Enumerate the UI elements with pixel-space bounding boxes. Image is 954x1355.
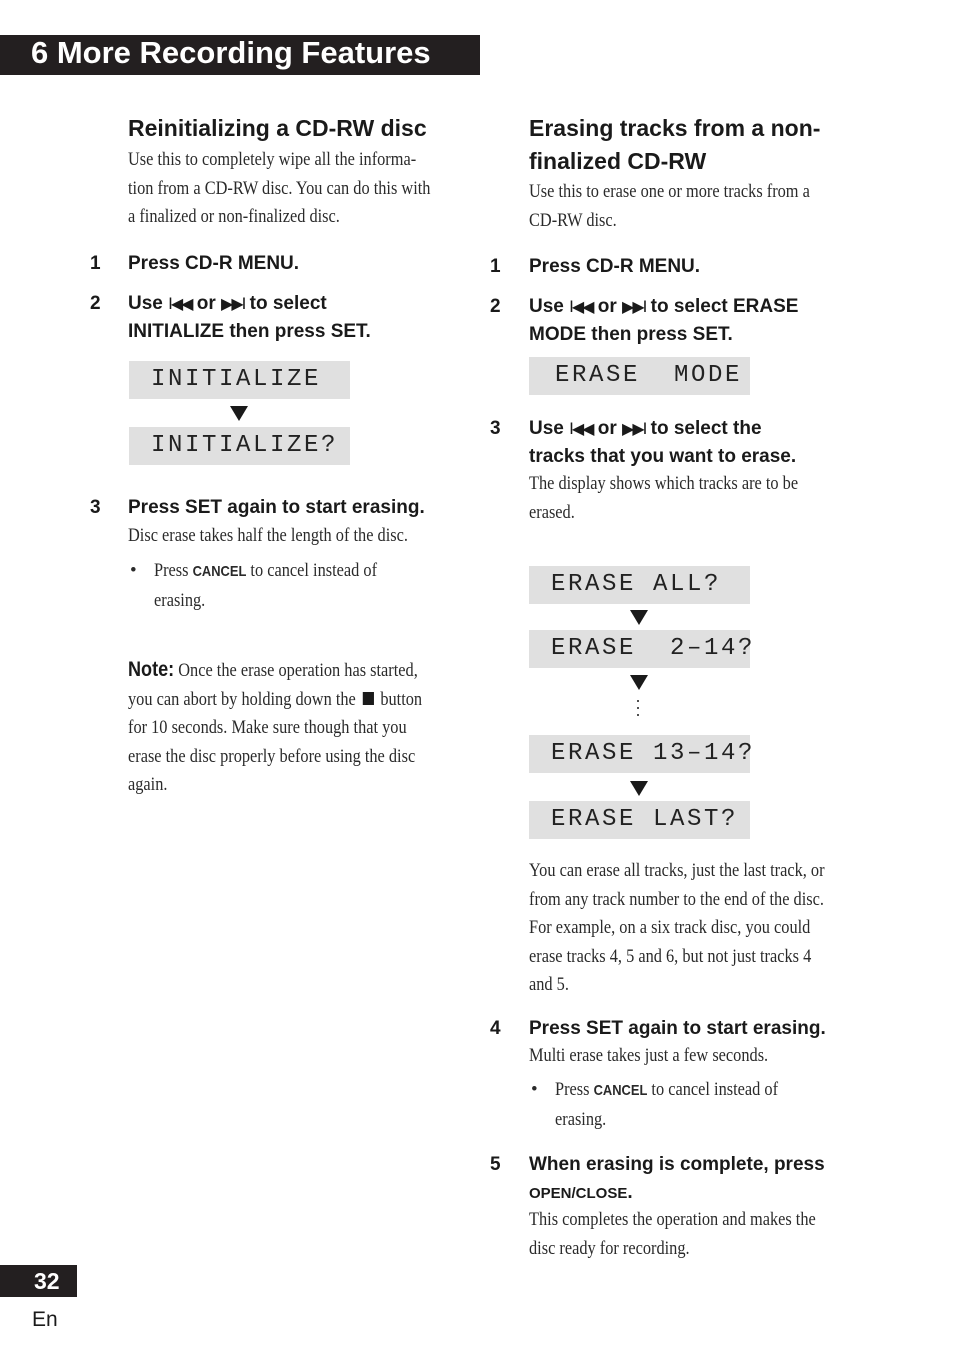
down-arrow-icon <box>630 781 648 796</box>
lcd-display <box>529 357 750 395</box>
lcd-display <box>129 427 350 465</box>
step-line: When erasing is complete, press <box>529 1154 825 1175</box>
erase-explanation <box>529 857 825 1000</box>
bullet-word: Press <box>154 560 189 581</box>
step-text <box>529 415 796 471</box>
step-number: 1 <box>490 256 501 277</box>
step-line: INITIALIZE then press SET. <box>128 321 371 342</box>
lcd-text: ERASE ALL? <box>551 571 722 598</box>
open-close-key-label: OPEN/CLOSE <box>529 1185 628 1202</box>
cancel-key-label: CANCEL <box>593 1082 648 1099</box>
note-label: Note: <box>128 658 175 681</box>
down-arrow-icon <box>230 406 248 421</box>
intro-line: a finalized or non-finalized disc. <box>128 206 340 227</box>
previous-track-icon: I◀◀ <box>168 294 192 313</box>
step-number: 3 <box>90 497 101 518</box>
note-line: again. <box>128 774 168 795</box>
bullet-line: erasing. <box>555 1108 607 1130</box>
lcd-display <box>529 801 750 839</box>
step-line: tracks that you want to erase. <box>529 446 797 467</box>
step-number: 4 <box>490 1018 501 1039</box>
step-description <box>529 1206 816 1263</box>
note-line: for 10 seconds. Make sure though that you <box>128 717 407 738</box>
next-track-icon: ▶▶I <box>622 297 646 316</box>
step-line: MODE then press SET. <box>529 324 733 345</box>
step-text: Press CD-R MENU. <box>128 253 300 274</box>
bullet-text <box>555 1076 778 1134</box>
intro-line: CD-RW disc. <box>529 209 617 231</box>
intro-line: tion from a CD-RW disc. You can do this with <box>128 177 431 199</box>
explain-line: You can erase all tracks, just the last track, or <box>529 860 825 881</box>
bullet-mark: • <box>531 1079 538 1100</box>
section-heading-erase-tracks <box>529 112 820 178</box>
step-description: Multi erase takes just a few seconds. <box>529 1045 769 1066</box>
page-number: 32 <box>34 1268 60 1294</box>
note-line: Once the erase operation has started, <box>178 660 418 681</box>
lcd-text: INITIALIZE <box>151 366 322 393</box>
lcd-text: ERASE 2–14? <box>551 635 756 662</box>
explain-line: For example, on a six track disc, you could <box>529 917 811 938</box>
cancel-key-label: CANCEL <box>192 563 247 580</box>
explain-line: and 5. <box>529 974 569 995</box>
note-line: erase the disc properly before using the disc <box>128 745 416 767</box>
desc-line: disc ready for recording. <box>529 1237 690 1259</box>
step-word: Use <box>529 418 564 439</box>
previous-track-icon: I◀◀ <box>569 419 593 438</box>
desc-line: The display shows which tracks are to be <box>529 473 799 494</box>
step-number: 2 <box>490 296 501 317</box>
step-word: Use <box>128 293 163 314</box>
next-track-icon: ▶▶I <box>622 419 646 438</box>
step-number: 1 <box>90 253 101 274</box>
step-period: . <box>627 1182 633 1203</box>
next-track-icon: ▶▶I <box>221 294 245 313</box>
step-number: 3 <box>490 418 501 439</box>
step-description: Disc erase takes half the length of the disc. <box>128 525 408 546</box>
intro-line: Use this to erase one or more tracks from a <box>529 181 810 202</box>
step-word: to select the <box>650 418 762 439</box>
heading-line: finalized CD-RW <box>529 148 707 174</box>
lcd-display <box>529 735 756 773</box>
step-word: or <box>196 293 216 314</box>
step-text <box>128 290 371 346</box>
ellipsis-icon <box>637 700 639 721</box>
lcd-text: ERASE LAST? <box>551 806 739 833</box>
step-number: 5 <box>490 1154 501 1175</box>
chapter-title: 6 More Recording Features <box>31 35 431 70</box>
step-number: 2 <box>90 293 101 314</box>
previous-track-icon: I◀◀ <box>569 297 593 316</box>
lcd-display <box>529 566 750 604</box>
step-text <box>529 293 798 349</box>
lcd-text: ERASE MODE <box>555 362 743 389</box>
desc-line: erased. <box>529 501 575 523</box>
note-line: button <box>380 688 423 710</box>
step-word: Use <box>529 296 564 317</box>
lcd-text: ERASE 13–14? <box>551 740 756 767</box>
note-line: you can abort by holding down the <box>128 688 356 710</box>
stop-icon <box>362 692 373 705</box>
step-text: Press CD-R MENU. <box>529 256 701 277</box>
step-word: or <box>597 296 617 317</box>
intro-line: Use this to completely wipe all the informa- <box>128 149 417 170</box>
desc-line: This completes the operation and makes the <box>529 1209 816 1230</box>
step-word: to select ERASE <box>650 296 799 317</box>
bullet-text <box>154 557 377 615</box>
lcd-text: INITIALIZE? <box>151 432 339 459</box>
step-text <box>529 1151 825 1208</box>
step-text: Press SET again to start erasing. <box>529 1018 826 1039</box>
step-word: or <box>597 418 617 439</box>
down-arrow-icon <box>630 675 648 690</box>
language-label: En <box>32 1308 58 1331</box>
bullet-word: Press <box>555 1079 590 1100</box>
section-intro-reinitialize <box>128 146 430 232</box>
section-heading-reinitialize: Reinitializing a CD-RW disc <box>128 115 427 141</box>
bullet-word: to cancel instead of <box>651 1079 779 1100</box>
bullet-word: to cancel instead of <box>250 560 378 581</box>
down-arrow-icon <box>630 610 648 625</box>
lcd-display <box>529 630 756 668</box>
bullet-mark: • <box>130 560 137 581</box>
explain-line: erase tracks 4, 5 and 6, but not just tracks 4 <box>529 945 812 967</box>
note-block <box>128 656 422 800</box>
bullet-line: erasing. <box>154 589 206 611</box>
explain-line: from any track number to the end of the disc. <box>529 888 824 910</box>
lcd-display <box>129 361 350 399</box>
section-intro-erase-tracks <box>529 178 810 235</box>
step-text: Press SET again to start erasing. <box>128 497 425 518</box>
step-description <box>529 470 798 527</box>
step-word: to select <box>249 293 327 314</box>
heading-line: Erasing tracks from a non- <box>529 115 821 141</box>
